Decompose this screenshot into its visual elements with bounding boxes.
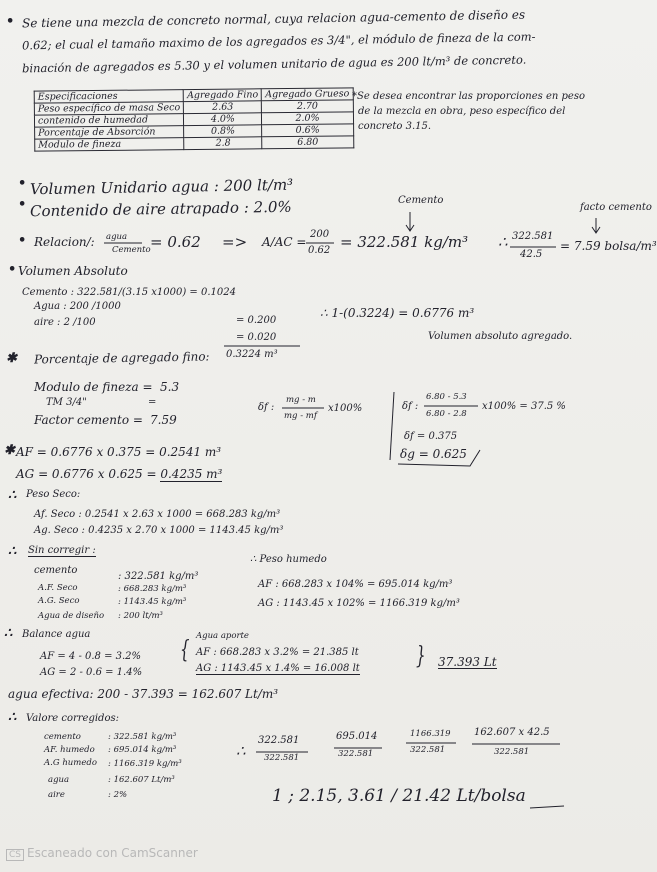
table-cell: 2.8 xyxy=(184,137,262,150)
cor-frac-den: 322.581 xyxy=(338,749,374,759)
volabs-aire-val: = 0.020 xyxy=(236,332,277,343)
af-line: AF = 0.6776 x 0.375 = 0.2541 m³ xyxy=(16,445,222,459)
divider-line xyxy=(390,392,394,460)
therefore-icon: ∴ xyxy=(236,742,246,760)
bullet: • xyxy=(18,176,27,191)
problem-line-3: binación de agregados es 5.30 y el volumen unitario de agua es 200 lt/m³ de concreto. xyxy=(21,52,527,76)
cor-frac-num: 695.014 xyxy=(336,731,378,742)
relacion-frac-den: Cemento xyxy=(112,245,151,255)
aporte-af: AF : 668.283 x 3.2% = 21.385 lt xyxy=(196,647,359,658)
cor-frac-den: 322.581 xyxy=(264,753,300,763)
problem-line-2: 0.62; el cual el tamaño maximo de los agregados es 3/4", el módulo de fineza de la com- xyxy=(21,29,536,53)
problem-line-1: Se tiene una mezcla de concreto normal, cuya relacion agua-cemento de diseño es xyxy=(21,7,526,31)
agua-efectiva: agua efectiva: 200 - 37.393 = 162.607 Lt/m³ xyxy=(8,687,279,701)
relacion-f062: 0.62 xyxy=(308,245,331,256)
ag-line-value: 0.4235 m³ xyxy=(160,467,223,481)
table-cell: Porcentaje de Absorción xyxy=(35,126,184,140)
formula-lhs: δf : xyxy=(258,402,275,413)
relacion-eq: = 0.62 xyxy=(150,233,201,251)
calc-den: 6.80 - 2.8 xyxy=(426,409,467,419)
sc-row-value: : 200 lt/m³ xyxy=(118,611,163,621)
volabs-agua-val: = 0.200 xyxy=(236,315,277,326)
cor-frac-num: 1166.319 xyxy=(410,729,451,739)
cor-frac-num: 162.607 x 42.5 xyxy=(474,727,550,738)
volabs-agua: Agua : 200 /1000 xyxy=(34,301,121,312)
factor-label: Factor cemento = xyxy=(34,413,143,427)
porcentaje-title: Porcentaje de agregado fino: xyxy=(33,349,210,367)
watermark-text: Escaneado con CamScanner xyxy=(27,846,198,860)
table-cell: 2.63 xyxy=(184,101,262,114)
cor-row-label: agua xyxy=(48,775,70,785)
relacion-f2den: 42.5 xyxy=(520,249,543,260)
cor-row-label: cemento xyxy=(44,732,81,742)
note-line-1: *Se desea encontrar las proporciones en peso xyxy=(352,91,585,102)
bullet: • xyxy=(8,262,17,277)
tm-label: TM 3/4" xyxy=(46,397,87,408)
volabs-title: Volumen Absoluto xyxy=(18,264,128,278)
table-cell: Peso específico de masa Seco xyxy=(34,102,183,116)
volabs-total: 0.3224 m³ xyxy=(226,349,278,360)
balance-af: AF = 4 - 0.8 = 3.2% xyxy=(40,651,142,662)
table-cell: 6.80 xyxy=(262,136,353,149)
ag-line-pre: AG = 0.6776 x 0.625 = xyxy=(16,467,161,481)
table-cell: Modulo de fineza xyxy=(35,138,184,152)
cor-frac-den: 322.581 xyxy=(410,745,446,755)
table-header-cell: Agregado Grueso xyxy=(262,88,353,101)
table-header-cell: Especificaciones xyxy=(34,90,183,104)
brace-icon: } xyxy=(416,641,426,671)
volabs-agregado-label: Volumen absoluto agregado. xyxy=(428,331,573,342)
sc-row-label: Agua de diseño xyxy=(38,611,105,621)
result-tick xyxy=(398,447,480,466)
modulo-value: 5.3 xyxy=(160,380,180,394)
relacion-ac: A/AC = xyxy=(262,235,307,249)
table-header-cell: Agregado Fino xyxy=(183,89,261,102)
vol-agua-line: Volumen Unidario agua : 200 lt/m³ xyxy=(29,175,294,199)
dg-value: δg = 0.625 xyxy=(400,447,467,461)
final-result: 1 ; 2.15, 3.61 / 21.42 Lt/bolsa xyxy=(272,786,526,806)
aporte-ag: AG : 1143.45 x 1.4% = 16.008 lt xyxy=(196,663,360,674)
formula-den: mg - mf xyxy=(284,411,317,421)
volabs-cemento: Cemento : 322.581/(3.15 x1000) = 0.1024 xyxy=(22,287,236,298)
cor-row-value: : 322.581 kg/m³ xyxy=(108,732,177,742)
brace-icon: { xyxy=(180,635,190,665)
relacion-frac-num: agua xyxy=(106,232,128,242)
relacion-arrow: => xyxy=(222,233,248,251)
bullet: ✱ xyxy=(6,351,17,366)
peso-seco-title: Peso Seco: xyxy=(26,489,81,500)
bullet: • xyxy=(18,233,27,248)
cor-row-value: : 695.014 kg/m³ xyxy=(108,745,177,755)
corregidos-title: Valore corregidos: xyxy=(26,713,119,724)
peso-humedo-ag: AG : 1143.45 x 102% = 1166.319 kg/m³ xyxy=(258,598,460,609)
cor-row-value: : 162.607 Lt/m³ xyxy=(108,775,175,785)
relacion-f2res: = 7.59 bolsa/m³ xyxy=(560,239,657,253)
cor-row-label: A.G humedo xyxy=(44,758,97,768)
sc-row-value: : 668.283 kg/m³ xyxy=(118,584,187,594)
note-line-3: concreto 3.15. xyxy=(358,121,432,132)
relacion-f2num: 322.581 xyxy=(512,231,554,242)
df-value: δf = 0.375 xyxy=(404,431,458,442)
sc-row-value: : 1143.45 kg/m³ xyxy=(118,597,187,607)
table-cell: 2.70 xyxy=(262,100,353,113)
bullet: ∴ xyxy=(8,488,17,503)
sc-row-value: : 322.581 kg/m³ xyxy=(118,571,199,582)
bullet: ∴ xyxy=(8,544,17,559)
modulo-label: Modulo de fineza = xyxy=(34,380,153,394)
calc-lhs: δf : xyxy=(402,401,419,412)
sc-row-label: cemento xyxy=(34,565,78,576)
factor-cemento-annotation: facto cemento xyxy=(580,202,652,213)
formula-num: mg - m xyxy=(286,395,316,405)
aporte-title: Agua aporte xyxy=(196,631,249,641)
cor-row-label: aire xyxy=(48,790,65,800)
bullet: • xyxy=(18,197,27,212)
note-line-2: de la mezcla en obra, peso específico del xyxy=(358,106,566,117)
cor-frac-num: 322.581 xyxy=(258,735,300,746)
cor-row-label: AF. humedo xyxy=(44,745,95,755)
camscanner-logo-icon: CS xyxy=(6,849,24,861)
table-cell: 4.0% xyxy=(184,113,262,126)
cor-frac-den: 322.581 xyxy=(494,747,530,757)
table-cell: 0.6% xyxy=(262,124,353,137)
calc-num: 6.80 - 5.3 xyxy=(426,392,467,402)
formula-tail: x100% xyxy=(328,403,363,414)
table-cell: contenido de humedad xyxy=(34,114,183,128)
balance-title: Balance agua xyxy=(22,629,91,640)
bullet: ✱ xyxy=(4,443,15,458)
cont-aire-line: Contenido de aire atrapado : 2.0% xyxy=(29,197,292,221)
volabs-agregado: ∴ 1-(0.3224) = 0.6776 m³ xyxy=(320,306,475,320)
sc-row-label: A.G. Seco xyxy=(38,596,80,606)
bullet: • xyxy=(6,14,15,29)
volabs-aire: aire : 2 /100 xyxy=(34,317,96,328)
balance-ag: AG = 2 - 0.6 = 1.4% xyxy=(40,667,143,678)
underline xyxy=(530,806,564,808)
table-cell: 2.0% xyxy=(262,112,353,125)
peso-seco-ag: Ag. Seco : 0.4235 x 2.70 x 1000 = 1143.45 kg/m³ xyxy=(34,525,284,536)
cor-row-value: : 1166.319 kg/m³ xyxy=(108,759,182,769)
scanner-watermark xyxy=(6,846,198,861)
factor-value: 7.59 xyxy=(150,413,177,427)
relacion-label: Relacion/: xyxy=(34,235,95,249)
tm-value: = xyxy=(148,397,157,408)
bullet: ∴ xyxy=(8,710,17,725)
calc-tail: x100% = 37.5 % xyxy=(482,401,566,412)
sin-corregir-title: Sin corregir : xyxy=(28,545,96,556)
aporte-sum: 37.393 Lt xyxy=(438,655,497,669)
sc-row-label: A.F. Seco xyxy=(38,583,78,593)
cor-row-value: : 2% xyxy=(108,790,128,800)
relacion-f200: 200 xyxy=(310,229,330,240)
peso-humedo-af: AF : 668.283 x 104% = 695.014 kg/m³ xyxy=(258,579,453,590)
therefore-icon: ∴ xyxy=(498,233,508,251)
cemento-annotation: Cemento xyxy=(398,195,444,206)
table-cell: 0.8% xyxy=(184,125,262,138)
bullet: ∴ xyxy=(4,626,13,641)
peso-seco-af: Af. Seco : 0.2541 x 2.63 x 1000 = 668.283 kg/m³ xyxy=(34,509,281,520)
peso-humedo-title: ∴ Peso humedo xyxy=(250,554,327,565)
relacion-result: = 322.581 kg/m³ xyxy=(340,233,469,251)
